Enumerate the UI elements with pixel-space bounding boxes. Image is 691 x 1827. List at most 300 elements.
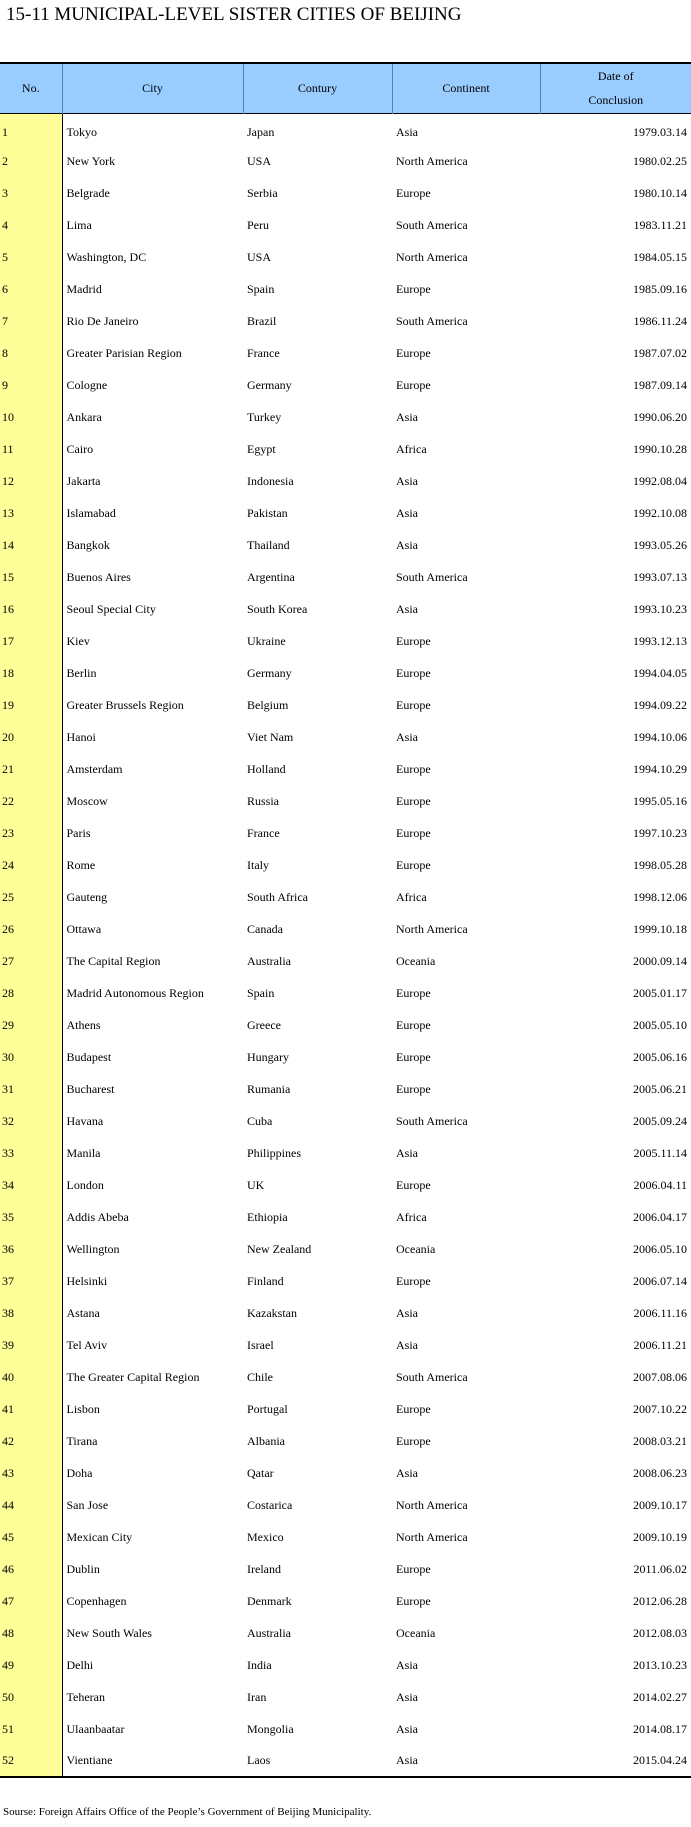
cell-city: Gauteng bbox=[66, 889, 108, 904]
cell-date: 2005.05.10 bbox=[633, 1017, 687, 1032]
table-row bbox=[0, 1585, 691, 1617]
table-row bbox=[0, 657, 691, 689]
cell-continent: Europe bbox=[396, 793, 431, 808]
cell-date: 2011.06.02 bbox=[633, 1561, 687, 1576]
cell-country: Rumania bbox=[247, 1081, 291, 1096]
cell-city: Rio De Janeiro bbox=[66, 313, 139, 328]
cell-country: Japan bbox=[247, 124, 275, 139]
cell-date: 2007.08.06 bbox=[633, 1369, 687, 1384]
cell-city: London bbox=[66, 1177, 104, 1192]
table-row bbox=[0, 1009, 691, 1041]
cell-no: 35 bbox=[0, 1201, 62, 1233]
cell-continent: Africa bbox=[396, 441, 427, 456]
cell-date: 1979.03.14 bbox=[633, 124, 687, 139]
cell-city: Helsinki bbox=[66, 1273, 108, 1288]
cell-date: 1999.10.18 bbox=[633, 921, 687, 936]
cell-no: 26 bbox=[0, 913, 62, 945]
cell-date: 2006.11.21 bbox=[633, 1337, 687, 1352]
cell-country: India bbox=[247, 1657, 272, 1672]
cell-continent: Europe bbox=[396, 281, 431, 296]
cell-date: 1997.10.23 bbox=[633, 825, 687, 840]
cell-date: 1993.10.23 bbox=[633, 601, 687, 616]
cell-city: Havana bbox=[66, 1113, 104, 1128]
cell-continent: Europe bbox=[396, 1177, 431, 1192]
cell-no: 47 bbox=[0, 1585, 62, 1617]
cell-city: Wellington bbox=[66, 1241, 120, 1256]
cell-continent: Europe bbox=[396, 377, 431, 392]
cell-no: 36 bbox=[0, 1233, 62, 1265]
table-row bbox=[0, 1233, 691, 1265]
cell-country: Costarica bbox=[247, 1497, 293, 1512]
cell-city: Belgrade bbox=[66, 185, 110, 200]
cell-country: Mexico bbox=[247, 1529, 284, 1544]
cell-continent: Europe bbox=[396, 697, 431, 712]
table-row bbox=[0, 1393, 691, 1425]
cell-continent: South America bbox=[396, 217, 468, 232]
cell-continent: Europe bbox=[396, 1049, 431, 1064]
cell-country: New Zealand bbox=[247, 1241, 312, 1256]
cell-city: The Capital Region bbox=[66, 953, 161, 968]
cell-continent: Europe bbox=[396, 345, 431, 360]
cell-continent: Asia bbox=[396, 505, 418, 520]
cell-no: 11 bbox=[0, 433, 62, 465]
cell-no: 42 bbox=[0, 1425, 62, 1457]
cell-city: Tel Aviv bbox=[66, 1337, 108, 1352]
cell-city: Vientiane bbox=[66, 1753, 113, 1767]
table-row bbox=[0, 1553, 691, 1585]
table-row bbox=[0, 209, 691, 241]
cell-country: Ireland bbox=[247, 1561, 281, 1576]
cell-continent: Europe bbox=[396, 1273, 431, 1288]
header-date-line2: Conclusion bbox=[588, 93, 644, 108]
cell-city: Paris bbox=[66, 825, 91, 840]
cell-no: 20 bbox=[0, 721, 62, 753]
cell-city: Kiev bbox=[66, 633, 90, 648]
cell-no: 12 bbox=[0, 465, 62, 497]
table-row bbox=[0, 401, 691, 433]
table-row bbox=[0, 817, 691, 849]
cell-no: 6 bbox=[0, 273, 62, 305]
cell-no: 16 bbox=[0, 593, 62, 625]
cell-date: 2006.04.11 bbox=[633, 1177, 687, 1192]
cell-date: 2009.10.17 bbox=[633, 1497, 687, 1512]
cell-date: 1990.06.20 bbox=[633, 409, 687, 424]
cell-no: 29 bbox=[0, 1009, 62, 1041]
cell-country: Iran bbox=[247, 1689, 267, 1704]
cell-continent: South America bbox=[396, 569, 468, 584]
cell-country: Germany bbox=[247, 377, 292, 392]
cell-country: France bbox=[247, 825, 280, 840]
cell-continent: Oceania bbox=[396, 953, 436, 968]
table-row bbox=[0, 881, 691, 913]
cell-country: Germany bbox=[247, 665, 292, 680]
cell-continent: Europe bbox=[396, 633, 431, 648]
table-row bbox=[0, 497, 691, 529]
cell-city: Dublin bbox=[66, 1561, 100, 1576]
table-row bbox=[0, 433, 691, 465]
cell-country: Israel bbox=[247, 1337, 274, 1352]
cell-country: South Africa bbox=[247, 889, 308, 904]
cell-country: Philippines bbox=[247, 1145, 302, 1160]
cell-no: 19 bbox=[0, 689, 62, 721]
table-row bbox=[0, 465, 691, 497]
cell-date: 1990.10.28 bbox=[633, 441, 687, 456]
table-row bbox=[0, 1265, 691, 1297]
table-row bbox=[0, 849, 691, 881]
table-row bbox=[0, 593, 691, 625]
cell-country: Laos bbox=[247, 1753, 271, 1767]
cell-date: 1993.05.26 bbox=[633, 537, 687, 552]
cell-continent: Africa bbox=[396, 1209, 427, 1224]
cell-continent: Asia bbox=[396, 729, 418, 744]
cell-continent: Europe bbox=[396, 185, 431, 200]
cell-date: 2014.08.17 bbox=[633, 1721, 687, 1736]
cell-no: 33 bbox=[0, 1137, 62, 1169]
cell-no: 31 bbox=[0, 1073, 62, 1105]
cell-no: 23 bbox=[0, 817, 62, 849]
header-no: No. bbox=[0, 63, 62, 113]
cell-continent: Europe bbox=[396, 1401, 431, 1416]
cell-city: Buenos Aires bbox=[66, 569, 131, 584]
cell-country: France bbox=[247, 345, 280, 360]
cell-country: Portugal bbox=[247, 1401, 288, 1416]
cell-no: 51 bbox=[0, 1713, 62, 1745]
cell-country: Denmark bbox=[247, 1593, 292, 1608]
cell-date: 2006.11.16 bbox=[633, 1305, 687, 1320]
cell-country: Cuba bbox=[247, 1113, 273, 1128]
cell-no: 9 bbox=[0, 369, 62, 401]
header-row bbox=[0, 63, 691, 113]
table-row bbox=[0, 1425, 691, 1457]
cell-country: Hungary bbox=[247, 1049, 289, 1064]
table-row bbox=[0, 1137, 691, 1169]
cell-date: 1987.09.14 bbox=[633, 377, 687, 392]
cell-no: 49 bbox=[0, 1649, 62, 1681]
cell-continent: North America bbox=[396, 921, 468, 936]
cell-no: 52 bbox=[0, 1745, 62, 1777]
table-row bbox=[0, 1489, 691, 1521]
cell-country: Viet Nam bbox=[247, 729, 294, 744]
cell-city: Moscow bbox=[66, 793, 108, 808]
cell-country: Russia bbox=[247, 793, 280, 808]
cell-continent: Africa bbox=[396, 889, 427, 904]
cell-date: 2006.05.10 bbox=[633, 1241, 687, 1256]
table-row bbox=[0, 1649, 691, 1681]
cell-country: Holland bbox=[247, 761, 286, 776]
cell-city: Copenhagen bbox=[66, 1593, 127, 1608]
cell-country: Turkey bbox=[247, 409, 282, 424]
cell-date: 1992.10.08 bbox=[633, 505, 687, 520]
cell-date: 1986.11.24 bbox=[633, 313, 687, 328]
cell-continent: Asia bbox=[396, 1145, 418, 1160]
table-header bbox=[0, 63, 691, 113]
table-row bbox=[0, 1361, 691, 1393]
cell-date: 2005.09.24 bbox=[633, 1113, 687, 1128]
cell-city: San Jose bbox=[66, 1497, 109, 1512]
cell-date: 2005.11.14 bbox=[633, 1145, 687, 1160]
table-row bbox=[0, 369, 691, 401]
cell-city: Ottawa bbox=[66, 921, 102, 936]
cell-date: 1994.10.06 bbox=[633, 729, 687, 744]
table-row bbox=[0, 1201, 691, 1233]
table-row bbox=[0, 1617, 691, 1649]
cell-continent: Asia bbox=[396, 537, 418, 552]
cell-no: 22 bbox=[0, 785, 62, 817]
table-row bbox=[0, 1681, 691, 1713]
cell-continent: South America bbox=[396, 1113, 468, 1128]
cell-country: South Korea bbox=[247, 601, 308, 616]
cell-city: Astana bbox=[66, 1305, 100, 1320]
cell-country: Kazakstan bbox=[247, 1305, 297, 1320]
cell-date: 1985.09.16 bbox=[633, 281, 687, 296]
cell-city: Delhi bbox=[66, 1657, 94, 1672]
table-row bbox=[0, 1745, 691, 1777]
cell-no: 38 bbox=[0, 1297, 62, 1329]
cell-continent: North America bbox=[396, 249, 468, 264]
cell-city: Athens bbox=[66, 1017, 101, 1032]
cell-date: 2009.10.19 bbox=[633, 1529, 687, 1544]
cell-city: Berlin bbox=[66, 665, 97, 680]
cell-city: Madrid bbox=[66, 281, 102, 296]
cell-city: Amsterdam bbox=[66, 761, 123, 776]
cell-no: 28 bbox=[0, 977, 62, 1009]
table-body bbox=[0, 113, 691, 1777]
cell-continent: North America bbox=[396, 153, 468, 168]
cell-date: 2005.01.17 bbox=[633, 985, 687, 1000]
cell-city: Bangkok bbox=[66, 537, 110, 552]
cell-date: 2007.10.22 bbox=[633, 1401, 687, 1416]
cell-country: Spain bbox=[247, 281, 275, 296]
cell-continent: Asia bbox=[396, 1721, 418, 1736]
cell-country: Albania bbox=[247, 1433, 285, 1448]
cell-date: 2005.06.21 bbox=[633, 1081, 687, 1096]
cell-date: 1987.07.02 bbox=[633, 345, 687, 360]
cell-city: Lima bbox=[66, 217, 92, 232]
cell-city: Jakarta bbox=[66, 473, 101, 488]
cell-no: 44 bbox=[0, 1489, 62, 1521]
cell-no: 41 bbox=[0, 1393, 62, 1425]
cell-country: Italy bbox=[247, 857, 269, 872]
cell-country: UK bbox=[247, 1177, 265, 1192]
cell-date: 1983.11.21 bbox=[633, 217, 687, 232]
cell-date: 1980.02.25 bbox=[633, 153, 687, 168]
cell-date: 1992.08.04 bbox=[633, 473, 687, 488]
cell-no: 2 bbox=[0, 145, 62, 177]
cell-city: Madrid Autonomous Region bbox=[66, 985, 204, 1000]
cell-city: Doha bbox=[66, 1465, 93, 1480]
cell-country: Greece bbox=[247, 1017, 281, 1032]
table-row bbox=[0, 977, 691, 1009]
cell-date: 2000.09.14 bbox=[633, 953, 687, 968]
cell-date: 2006.07.14 bbox=[633, 1273, 687, 1288]
cell-continent: Asia bbox=[396, 473, 418, 488]
cell-city: Seoul Special City bbox=[66, 601, 156, 616]
cell-country: Finland bbox=[247, 1273, 284, 1288]
table-row bbox=[0, 561, 691, 593]
table-row bbox=[0, 273, 691, 305]
cell-no: 18 bbox=[0, 657, 62, 689]
cell-date: 2012.06.28 bbox=[633, 1593, 687, 1608]
cell-continent: South America bbox=[396, 313, 468, 328]
table-row bbox=[0, 1073, 691, 1105]
cell-no: 21 bbox=[0, 753, 62, 785]
cell-country: Canada bbox=[247, 921, 283, 936]
cell-city: Tirana bbox=[66, 1433, 98, 1448]
cell-date: 1994.10.29 bbox=[633, 761, 687, 776]
cell-continent: Asia bbox=[396, 1657, 418, 1672]
cell-country: Belgium bbox=[247, 697, 289, 712]
cell-no: 4 bbox=[0, 209, 62, 241]
table-row bbox=[0, 113, 691, 145]
cell-city: Greater Parisian Region bbox=[66, 345, 182, 360]
cell-date: 2006.04.17 bbox=[633, 1209, 687, 1224]
table-row bbox=[0, 689, 691, 721]
cell-date: 2013.10.23 bbox=[633, 1657, 687, 1672]
cell-country: Pakistan bbox=[247, 505, 288, 520]
header-country: Contury bbox=[243, 63, 392, 113]
cell-continent: Asia bbox=[396, 1337, 418, 1352]
cell-continent: Europe bbox=[396, 761, 431, 776]
cell-no: 32 bbox=[0, 1105, 62, 1137]
header-continent: Continent bbox=[392, 63, 540, 113]
cell-city: Rome bbox=[66, 857, 96, 872]
cell-continent: Europe bbox=[396, 1081, 431, 1096]
cell-city: Bucharest bbox=[66, 1081, 115, 1096]
table-row bbox=[0, 913, 691, 945]
table-row bbox=[0, 945, 691, 977]
cell-country: Mongolia bbox=[247, 1721, 294, 1736]
table-row bbox=[0, 1297, 691, 1329]
cell-city: Cologne bbox=[66, 377, 108, 392]
cell-city: Ankara bbox=[66, 409, 102, 424]
cell-no: 17 bbox=[0, 625, 62, 657]
cell-city: Manila bbox=[66, 1145, 101, 1160]
cell-country: Thailand bbox=[247, 537, 290, 552]
cell-no: 34 bbox=[0, 1169, 62, 1201]
cell-country: Indonesia bbox=[247, 473, 294, 488]
cell-no: 45 bbox=[0, 1521, 62, 1553]
cell-city: New York bbox=[66, 153, 116, 168]
cell-continent: North America bbox=[396, 1529, 468, 1544]
header-date-line1: Date of bbox=[597, 69, 634, 84]
header-city: City bbox=[62, 63, 243, 113]
cell-country: Australia bbox=[247, 1625, 291, 1640]
cell-continent: Europe bbox=[396, 665, 431, 680]
cell-no: 1 bbox=[0, 113, 62, 145]
table-row bbox=[0, 337, 691, 369]
table-row bbox=[0, 1329, 691, 1361]
cell-country: Serbia bbox=[247, 185, 278, 200]
cell-city: Mexican City bbox=[66, 1529, 133, 1544]
cell-continent: Europe bbox=[396, 985, 431, 1000]
header-date bbox=[540, 63, 691, 113]
table-row bbox=[0, 529, 691, 561]
cell-no: 25 bbox=[0, 881, 62, 913]
table-row bbox=[0, 177, 691, 209]
cell-date: 2008.03.21 bbox=[633, 1433, 687, 1448]
cell-country: Ethiopia bbox=[247, 1209, 288, 1224]
cell-continent: Europe bbox=[396, 1593, 431, 1608]
cell-country: Brazil bbox=[247, 313, 277, 328]
cell-date: 1994.09.22 bbox=[633, 697, 687, 712]
cell-no: 14 bbox=[0, 529, 62, 561]
cell-city: Tokyo bbox=[66, 124, 97, 139]
cell-continent: North America bbox=[396, 1497, 468, 1512]
cell-continent: Europe bbox=[396, 857, 431, 872]
cell-city: Ulaanbaatar bbox=[66, 1721, 125, 1736]
page-title: 15-11 MUNICIPAL-LEVEL SISTER CITIES OF BEIJING bbox=[6, 4, 462, 25]
cell-no: 27 bbox=[0, 945, 62, 977]
cell-country: Qatar bbox=[247, 1465, 274, 1480]
cell-continent: Asia bbox=[396, 1465, 418, 1480]
cell-no: 24 bbox=[0, 849, 62, 881]
cell-city: Islamabad bbox=[66, 505, 116, 520]
cell-city: The Greater Capital Region bbox=[66, 1369, 200, 1384]
table-row bbox=[0, 241, 691, 273]
cell-country: Australia bbox=[247, 953, 291, 968]
cell-date: 1998.05.28 bbox=[633, 857, 687, 872]
table-row bbox=[0, 1521, 691, 1553]
cell-no: 10 bbox=[0, 401, 62, 433]
cell-city: Addis Abeba bbox=[66, 1209, 129, 1224]
cell-city: Budapest bbox=[66, 1049, 112, 1064]
cell-no: 40 bbox=[0, 1361, 62, 1393]
cell-date: 1993.07.13 bbox=[633, 569, 687, 584]
cell-continent: Oceania bbox=[396, 1625, 436, 1640]
cell-country: Peru bbox=[247, 217, 269, 232]
cell-continent: Asia bbox=[396, 409, 418, 424]
cell-no: 48 bbox=[0, 1617, 62, 1649]
sister-cities-table bbox=[0, 62, 691, 1778]
cell-date: 1980.10.14 bbox=[633, 185, 687, 200]
cell-country: Spain bbox=[247, 985, 275, 1000]
sister-cities-table-wrapper bbox=[0, 62, 691, 1778]
table-row bbox=[0, 145, 691, 177]
cell-continent: Europe bbox=[396, 1561, 431, 1576]
cell-country: USA bbox=[247, 153, 272, 168]
table-row bbox=[0, 305, 691, 337]
cell-continent: Asia bbox=[396, 1689, 418, 1704]
cell-no: 7 bbox=[0, 305, 62, 337]
cell-continent: Asia bbox=[396, 601, 418, 616]
source-note: Sourse: Foreign Affairs Office of the People’s Government of Beijing Municipality. bbox=[3, 1806, 372, 1818]
cell-no: 8 bbox=[0, 337, 62, 369]
table-row bbox=[0, 1105, 691, 1137]
cell-city: Lisbon bbox=[66, 1401, 100, 1416]
table-row bbox=[0, 785, 691, 817]
cell-continent: Asia bbox=[396, 1305, 418, 1320]
cell-no: 37 bbox=[0, 1265, 62, 1297]
table-row bbox=[0, 721, 691, 753]
table-row bbox=[0, 1713, 691, 1745]
cell-no: 46 bbox=[0, 1553, 62, 1585]
cell-no: 39 bbox=[0, 1329, 62, 1361]
cell-date: 2015.04.24 bbox=[633, 1753, 687, 1767]
cell-city: Greater Brussels Region bbox=[66, 697, 184, 712]
cell-continent: Europe bbox=[396, 1017, 431, 1032]
cell-city: Cairo bbox=[66, 441, 94, 456]
cell-no: 50 bbox=[0, 1681, 62, 1713]
cell-country: Argentina bbox=[247, 569, 295, 584]
cell-continent: Europe bbox=[396, 1433, 431, 1448]
cell-date: 1995.05.16 bbox=[633, 793, 687, 808]
cell-date: 2008.06.23 bbox=[633, 1465, 687, 1480]
cell-no: 3 bbox=[0, 177, 62, 209]
cell-country: Chile bbox=[247, 1369, 273, 1384]
cell-no: 5 bbox=[0, 241, 62, 273]
cell-no: 30 bbox=[0, 1041, 62, 1073]
cell-city: Washington, DC bbox=[66, 249, 147, 264]
